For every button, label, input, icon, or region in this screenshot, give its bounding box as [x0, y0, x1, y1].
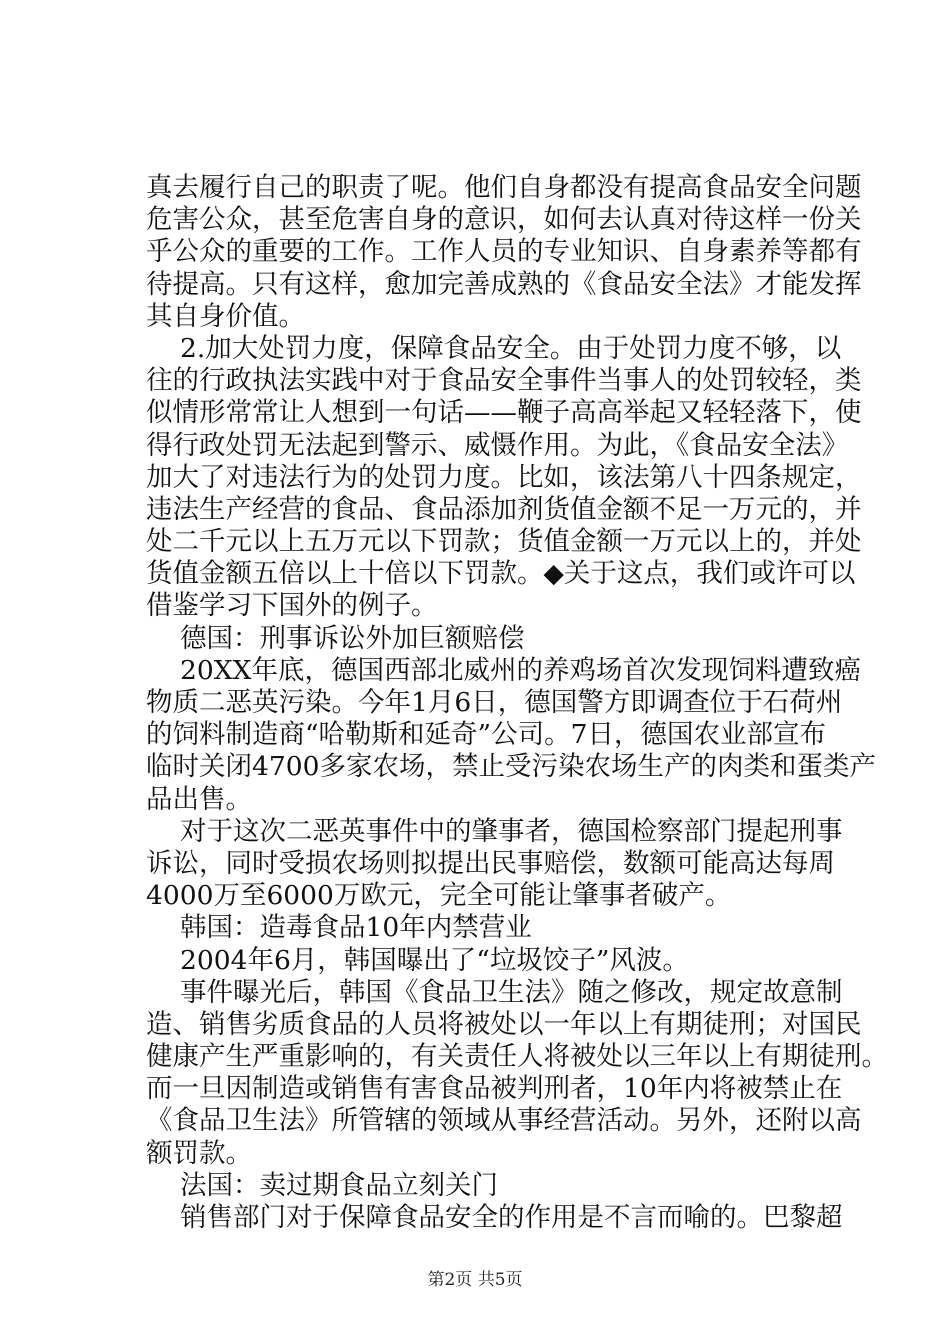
paragraph-line: 其自身价值。: [146, 300, 305, 332]
paragraph-line: 2004年6月，韩国曝出了“垃圾饺子”风波。: [180, 944, 689, 976]
paragraph-line: 违法生产经营的食品、食品添加剂货值金额不足一万元的，并: [146, 493, 862, 525]
paragraph-line: 加大了对违法行为的处罚力度。比如，该法第八十四条规定，: [146, 461, 862, 493]
paragraph-line: 乎公众的重要的工作。工作人员的专业知识、自身素养等都有: [146, 236, 862, 268]
paragraph-line: 健康产生严重影响的，有关责任人将被处以三年以上有期徒刑。: [146, 1041, 888, 1073]
document-body: [146, 172, 888, 1234]
paragraph-line: 2.加大处罚力度，保障食品安全。由于处罚力度不够，以: [180, 332, 842, 364]
paragraph-line: 处二千元以上五万元以下罚款；货值金额一万元以上的，并处: [146, 526, 862, 558]
paragraph-line: 而一旦因制造或销售有害食品被判刑者，10年内将被禁止在: [146, 1073, 843, 1105]
paragraph-line: 造、销售劣质食品的人员将被处以一年以上有期徒刑；对国民: [146, 1008, 862, 1040]
paragraph-line: 4000万至6000万欧元，完全可能让肇事者破产。: [146, 880, 732, 912]
paragraph-line: 危害公众，甚至危害自身的意识，如何去认真对待这样一份关: [146, 204, 862, 236]
paragraph-line: 借鉴学习下国外的例子。: [146, 590, 438, 622]
paragraph-line: 品出售。: [146, 783, 252, 815]
paragraph-line: 往的行政执法实践中对于食品安全事件当事人的处罚较轻，类: [146, 365, 862, 397]
paragraph-line: 额罚款。: [146, 1137, 252, 1169]
section-heading: 法国：卖过期食品立刻关门: [180, 1169, 498, 1201]
section-heading: 德国：刑事诉讼外加巨额赔偿: [180, 622, 525, 654]
paragraph-line: 的饲料制造商“哈勒斯和延奇”公司。7日，德国农业部宣布: [146, 719, 826, 751]
paragraph-line: 货值金额五倍以上十倍以下罚款。◆关于这点，我们或许可以: [146, 558, 856, 590]
paragraph-line: 真去履行自己的职责了呢。他们自身都没有提高食品安全问题: [146, 172, 862, 203]
paragraph-line: 对于这次二恶英事件中的肇事者，德国检察部门提起刑事: [180, 815, 843, 847]
paragraph-line: 似情形常常让人想到一句话——鞭子高高举起又轻轻落下，使: [146, 397, 862, 429]
section-heading: 韩国：造毒食品10年内禁营业: [180, 912, 532, 944]
paragraph-line: 物质二恶英污染。今年1月6日，德国警方即调查位于石荷州: [146, 687, 843, 718]
paragraph-line: 得行政处罚无法起到警示、威慑作用。为此，《食品安全法》: [146, 429, 849, 461]
paragraph-line: 待提高。只有这样，愈加完善成熟的《食品安全法》才能发挥: [146, 268, 862, 300]
paragraph-line: 销售部门对于保障食品安全的作用是不言而喻的。巴黎超: [180, 1202, 843, 1233]
paragraph-line: 诉讼，同时受损农场则拟提出民事赔偿，数额可能高达每周: [146, 847, 835, 879]
paragraph-line: 20XX年底，德国西部北威州的养鸡场首次发现饲料遭致癌: [180, 654, 861, 686]
paragraph-line: 《食品卫生法》所管辖的领域从事经营活动。另外，还附以高: [146, 1105, 862, 1137]
paragraph-line: 事件曝光后，韩国《食品卫生法》随之修改，规定故意制: [180, 976, 843, 1008]
paragraph-line: 临时关闭4700多家农场，禁止受污染农场生产的肉类和蛋类产: [146, 751, 876, 783]
page-footer: 第2页 共5页: [427, 1270, 523, 1290]
